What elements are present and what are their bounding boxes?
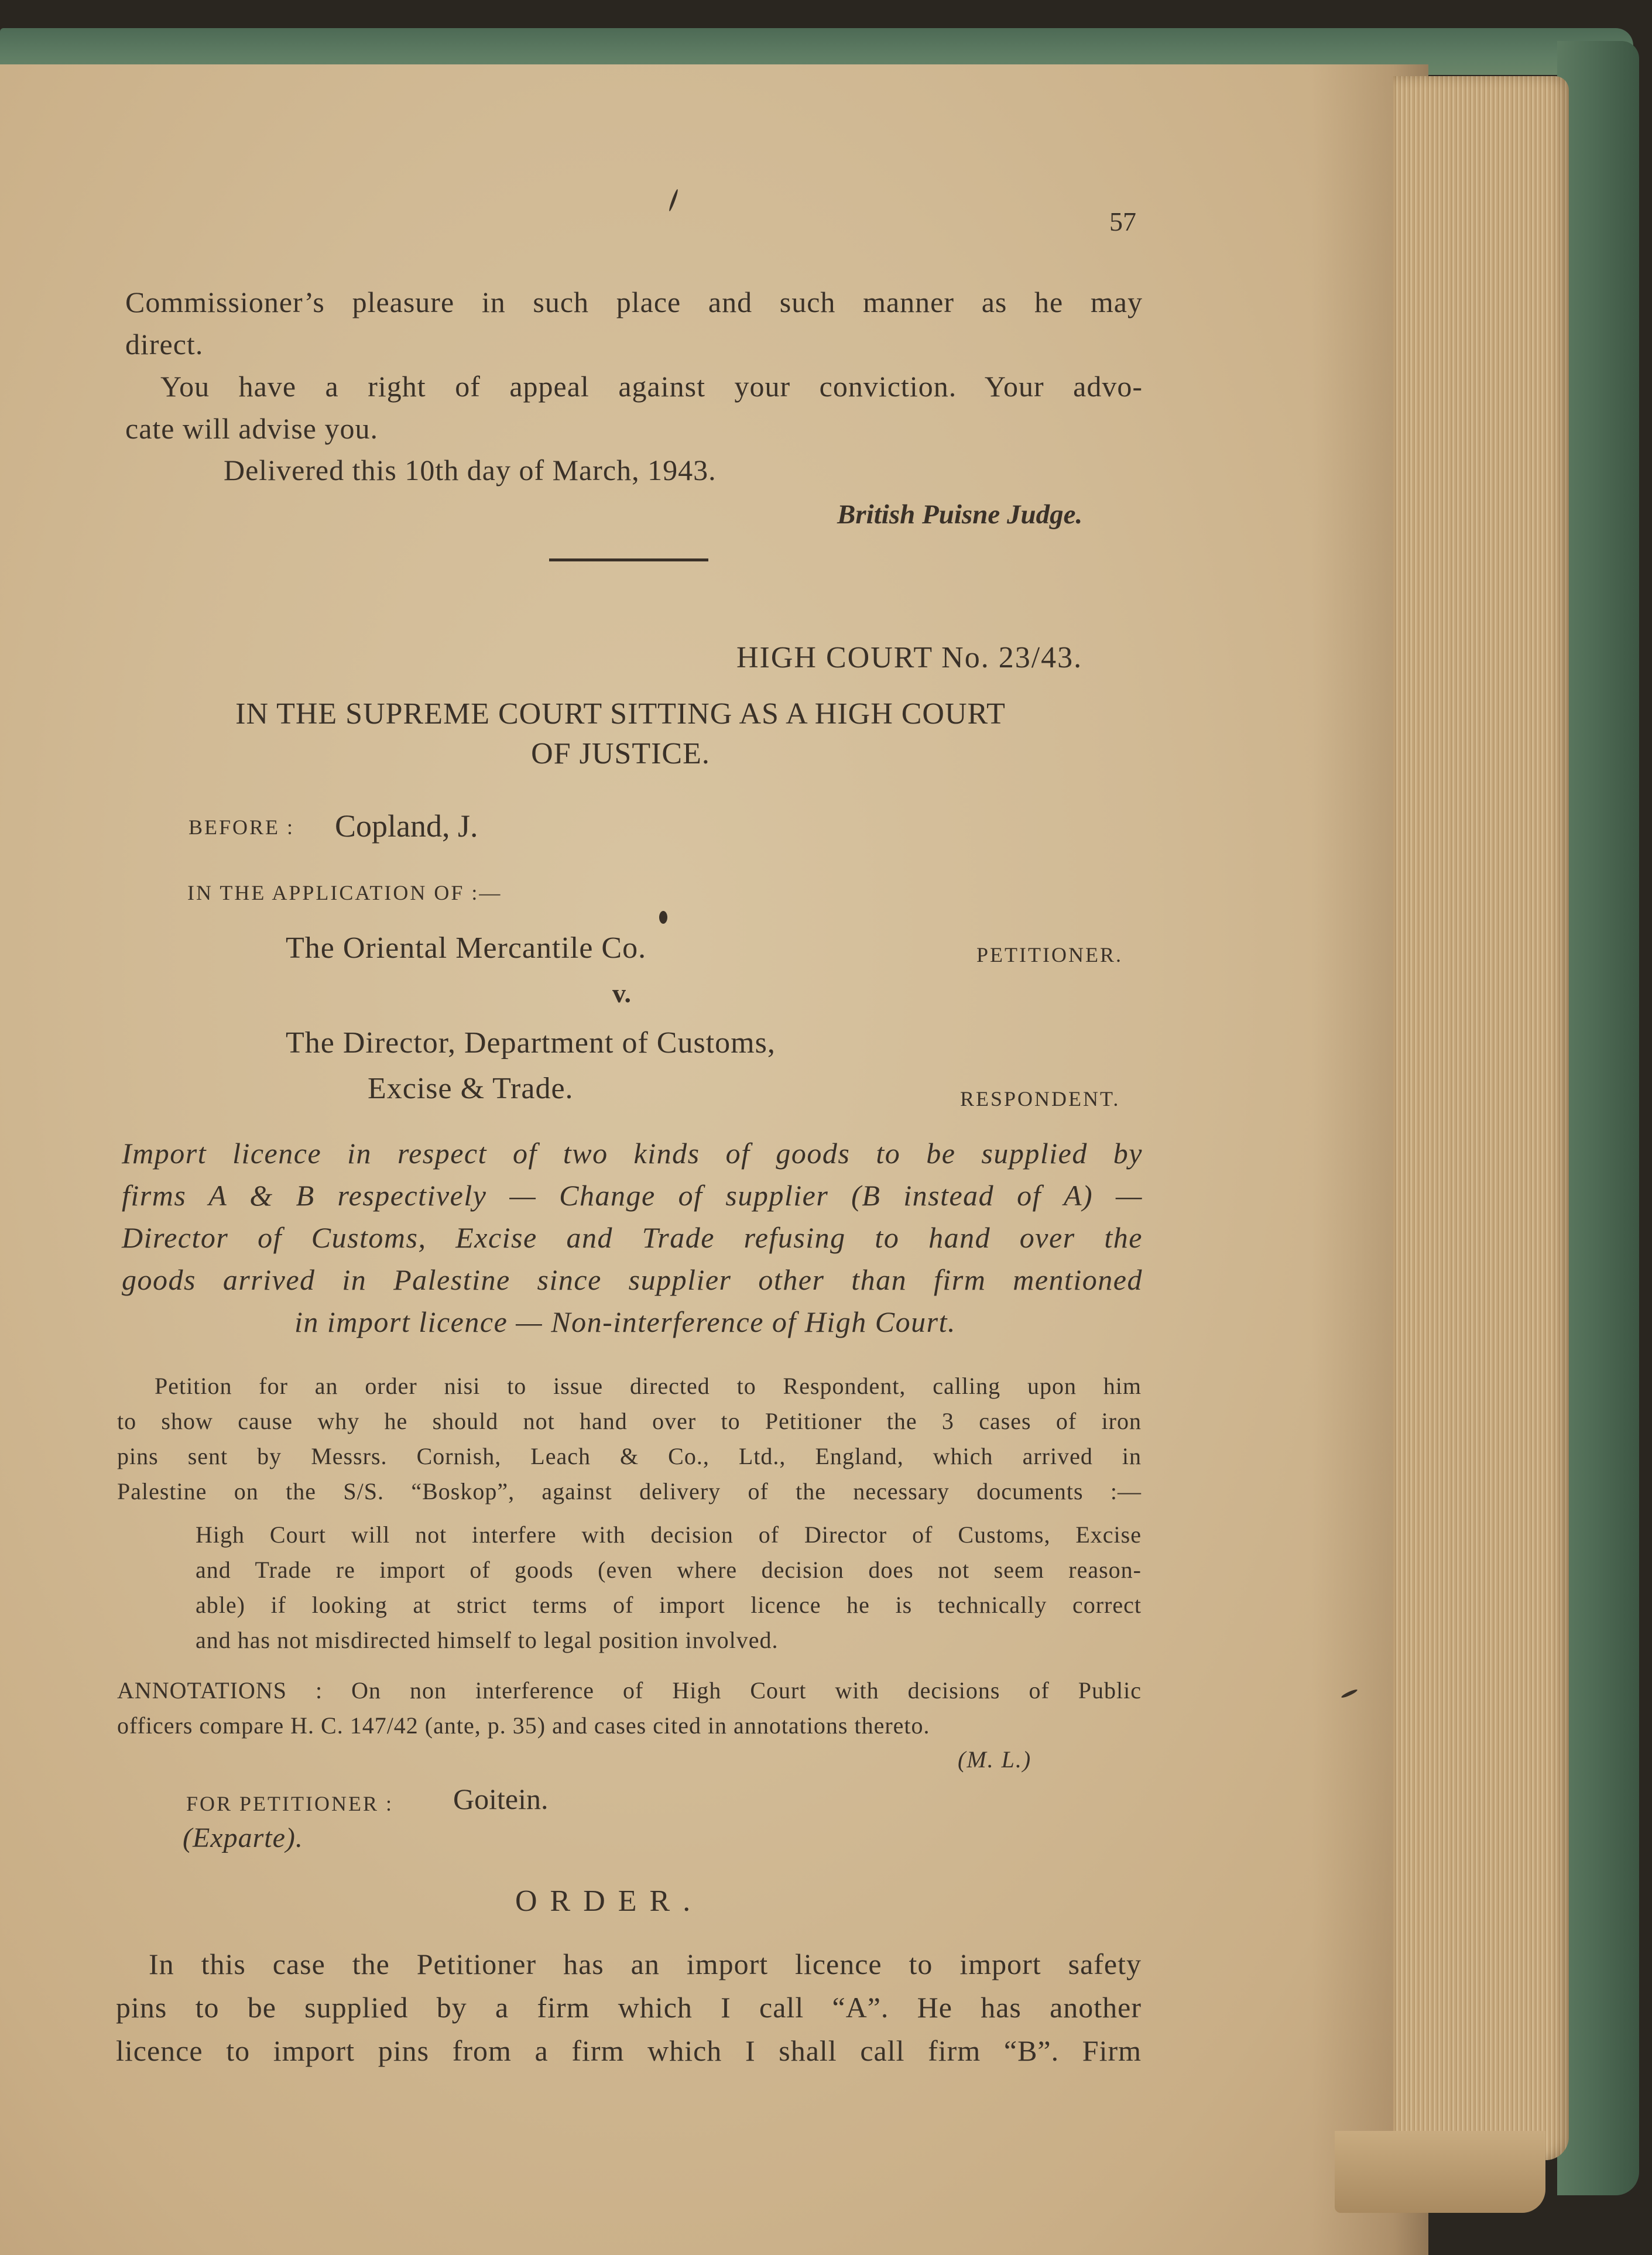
counsel-note: (Exparte). [183,1822,303,1853]
court-title-line: OF JUSTICE. [531,737,710,770]
book-cover-edge [1557,41,1639,2195]
petitioner-role: PETITIONER. [976,943,1123,967]
headnote-line: Import licence in respect of two kinds of goods to be supplied by [122,1137,1143,1170]
holding-line: and has not misdirected himself to legal position involved. [196,1627,779,1653]
petition-line: pins sent by Messrs. Cornish, Leach & Co., Ltd., England, which arrived in [117,1443,1142,1469]
previous-judgment-ending [125,281,1143,450]
judge-signature: British Puisne Judge. [837,499,1083,530]
annotations [117,1673,1142,1743]
paper-mark [659,911,667,924]
delivered-date: Delivered this 10th day of March, 1943. [224,454,717,486]
order-text [116,1942,1142,2072]
page-stack-edges [1393,76,1569,2160]
counsel-label: FOR PETITIONER : [186,1792,393,1815]
judge-name: Copland, J. [335,808,478,844]
headnote-line: Director of Customs, Excise and Trade refusing to hand over the [122,1221,1143,1254]
respondent-role: RESPONDENT. [960,1087,1120,1111]
application-label: IN THE APPLICATION OF :— [187,881,502,904]
petitioner-name: The Oriental Mercantile Co. [286,931,647,965]
annotations-line: ANNOTATIONS : On non interference of High Court with decisions of Public [117,1677,1142,1704]
before-label: BEFORE : [188,815,295,839]
order-line: pins to be supplied by a firm which I call “A”. He has another [116,1991,1142,2024]
headnote-line: firms A & B respectively — Change of supplier (B instead of A) — [122,1179,1143,1212]
petition-line: Palestine on the S/S. “Boskop”, against delivery of the necessary documents :— [117,1478,1142,1505]
order-line: In this case the Petitioner has an import licence to import safety [149,1948,1142,1980]
counsel-name: Goitein. [453,1783,549,1815]
holding-line: and Trade re import of goods (even where decision does not seem reason- [196,1557,1142,1583]
page-number: 57 [1109,207,1136,237]
text-line: Commissioner’s pleasure in such place and such manner as he may [125,286,1143,318]
order-heading: ORDER. [515,1884,704,1918]
holding-line: able) if looking at strict terms of import licence he is technically correct [196,1592,1142,1618]
section-divider [549,558,708,561]
court-title-line: IN THE SUPREME COURT SITTING AS A HIGH COURT [235,697,1006,731]
headnote-line: in import licence — Non-interference of High Court. [294,1305,957,1338]
holding [196,1517,1142,1658]
order-line: licence to import pins from a firm which I shall call firm “B”. Firm [116,2034,1142,2067]
page-stack-bottom [1335,2131,1545,2213]
court-title [129,694,1112,774]
case-number: HIGH COURT No. 23/43. [736,641,1083,674]
respondent-name: The Director, Department of Customs, [286,1026,776,1060]
annotator-initials: (M. L.) [958,1746,1032,1773]
text-line: You have a right of appeal against your conviction. Your advo- [160,370,1143,403]
headnote-line: goods arrived in Palestine since supplier other than firm mentioned [122,1263,1143,1296]
petition-line: to show cause why he should not hand over to Petitioner the 3 cases of iron [117,1408,1142,1434]
text-line: direct. [125,328,204,361]
petition-line: Petition for an order nisi to issue directed to Respondent, calling upon him [155,1373,1142,1399]
headnote [122,1132,1143,1343]
text-line: cate will advise you. [125,412,378,445]
respondent-name: Excise & Trade. [368,1072,574,1105]
petition-summary [117,1369,1142,1509]
annotations-line: officers compare H. C. 147/42 (ante, p. 35) and cases cited in annotations thereto. [117,1712,930,1739]
holding-line: High Court will not interfere with decision of Director of Customs, Excise [196,1521,1142,1548]
versus: v. [612,978,631,1008]
